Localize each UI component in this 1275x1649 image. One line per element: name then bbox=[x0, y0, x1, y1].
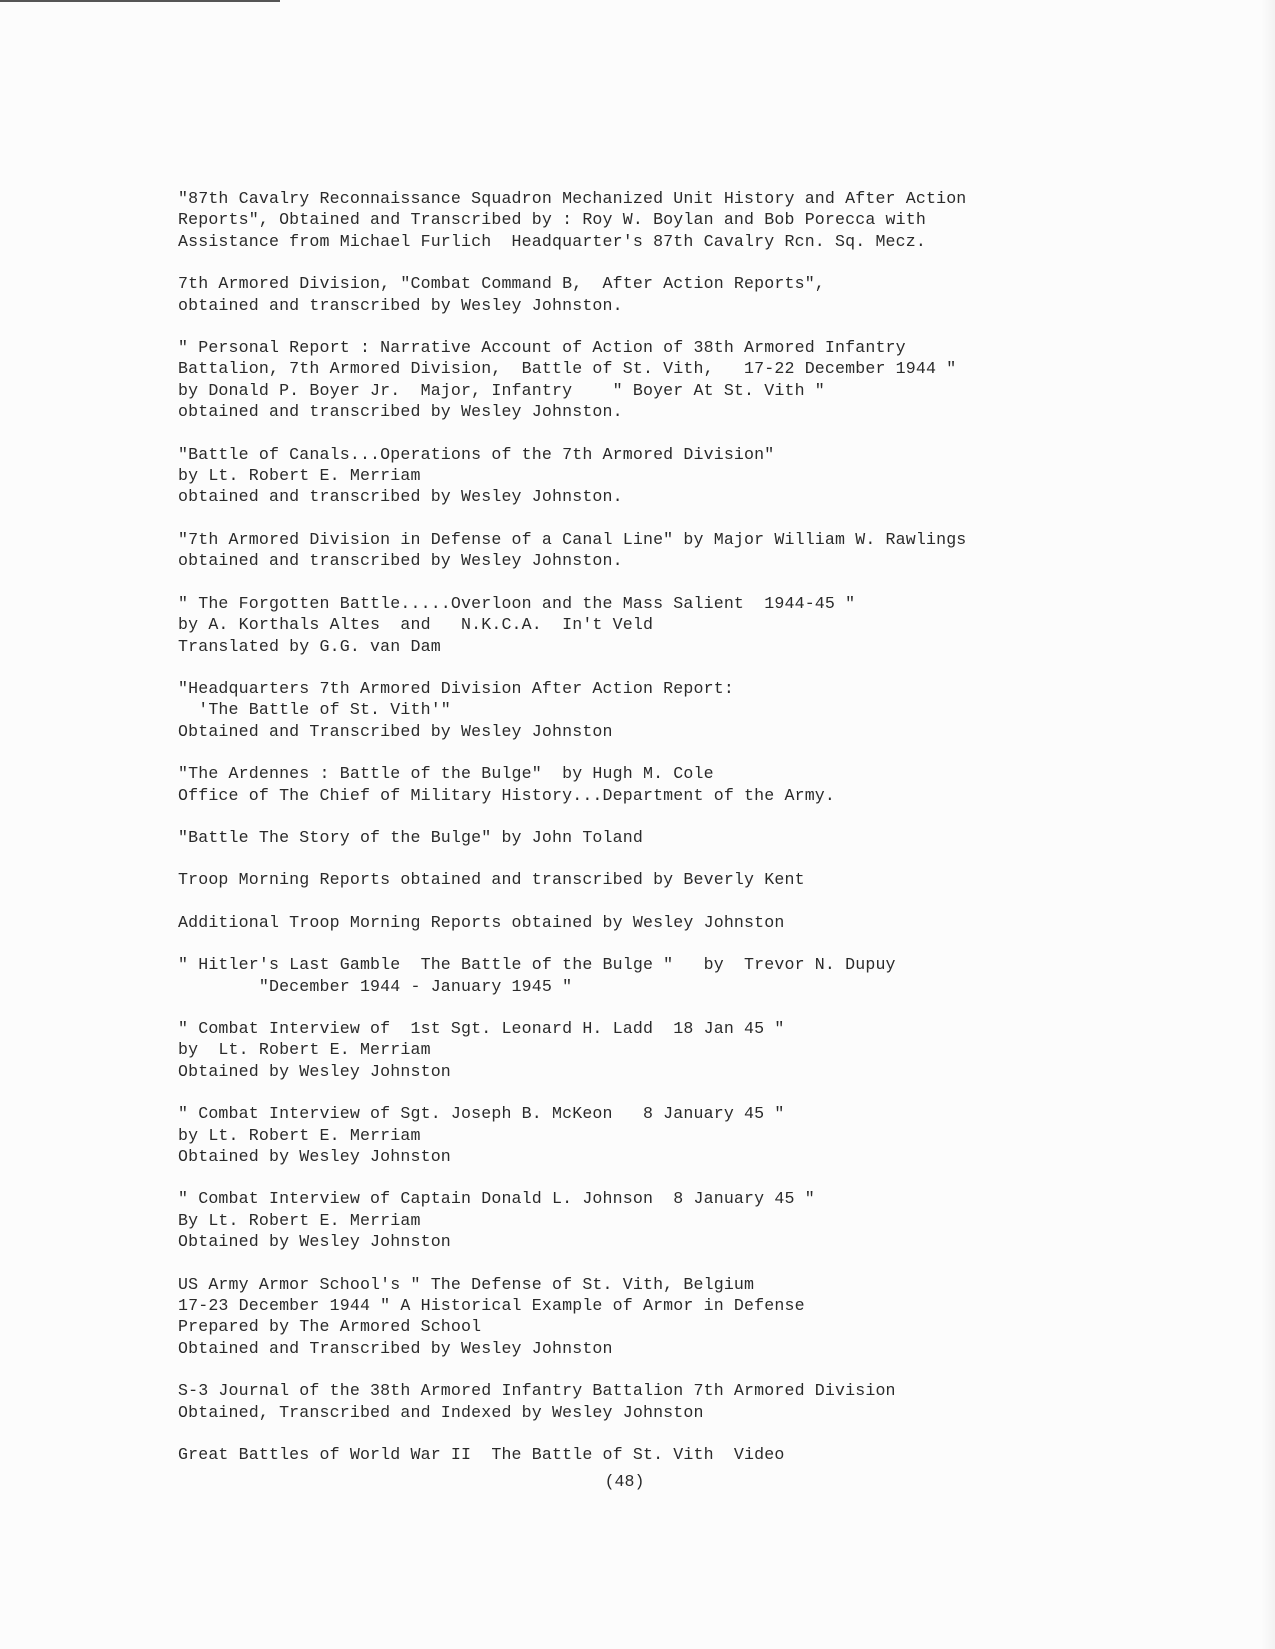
scan-right-edge bbox=[1261, 0, 1275, 1649]
reference-entry bbox=[178, 1018, 1178, 1082]
reference-line: by A. Korthals Altes and N.K.C.A. In't Veld bbox=[178, 615, 654, 635]
reference-line: " Combat Interview of Captain Donald L. Johnson 8 January 45 " bbox=[178, 1189, 815, 1209]
reference-line: By Lt. Robert E. Merriam bbox=[178, 1210, 421, 1230]
reference-entry bbox=[178, 444, 1178, 508]
reference-line: Prepared by The Armored School bbox=[178, 1317, 482, 1337]
reference-line: Troop Morning Reports obtained and transcribed by Beverly Kent bbox=[178, 870, 805, 890]
reference-entry bbox=[178, 1274, 1178, 1360]
reference-line: by Lt. Robert E. Merriam bbox=[178, 1125, 421, 1145]
reference-line: obtained and transcribed by Wesley Johnston. bbox=[178, 551, 623, 571]
reference-entry bbox=[178, 1103, 1178, 1167]
reference-line: "Battle of Canals...Operations of the 7th Armored Division" bbox=[178, 444, 775, 464]
reference-line: Obtained by Wesley Johnston bbox=[178, 1061, 451, 1081]
reference-line: obtained and transcribed by Wesley Johnston. bbox=[178, 402, 623, 422]
reference-line: "The Ardennes : Battle of the Bulge" by Hugh M. Cole bbox=[178, 764, 714, 784]
reference-entry bbox=[178, 1188, 1178, 1252]
reference-line: " Combat Interview of Sgt. Joseph B. McKeon 8 January 45 " bbox=[178, 1104, 785, 1124]
reference-line: obtained and transcribed by Wesley Johnston. bbox=[178, 487, 623, 507]
reference-line: Translated by G.G. van Dam bbox=[178, 636, 441, 656]
reference-entry bbox=[178, 912, 1178, 933]
page-number: (48) bbox=[604, 1472, 645, 1491]
reference-entry bbox=[178, 954, 1178, 997]
reference-entry bbox=[178, 337, 1178, 423]
reference-line: " Combat Interview of 1st Sgt. Leonard H. Ladd 18 Jan 45 " bbox=[178, 1018, 785, 1038]
reference-line: "Headquarters 7th Armored Division After Action Report: bbox=[178, 678, 734, 698]
scan-top-edge bbox=[0, 0, 280, 2]
reference-line: Obtained by Wesley Johnston bbox=[178, 1232, 451, 1252]
reference-entry bbox=[178, 273, 1178, 316]
reference-line: 7th Armored Division, "Combat Command B, After Action Reports", bbox=[178, 274, 825, 294]
reference-list bbox=[178, 188, 1178, 1486]
reference-entry bbox=[178, 1380, 1178, 1423]
reference-line: by Donald P. Boyer Jr. Major, Infantry " Boyer At St. Vith " bbox=[178, 380, 825, 400]
reference-line: obtained and transcribed by Wesley Johnston. bbox=[178, 295, 623, 315]
reference-line: Reports", Obtained and Transcribed by : Roy W. Boylan and Bob Porecca with bbox=[178, 210, 926, 230]
reference-line: "Battle The Story of the Bulge" by John Toland bbox=[178, 827, 643, 847]
reference-entry bbox=[178, 678, 1178, 742]
reference-line: US Army Armor School's " The Defense of St. Vith, Belgium bbox=[178, 1274, 755, 1294]
reference-line: " Personal Report : Narrative Account of Action of 38th Armored Infantry bbox=[178, 338, 906, 358]
reference-entry bbox=[178, 1444, 1178, 1465]
reference-line: Office of The Chief of Military History...Department of the Army. bbox=[178, 785, 836, 805]
reference-line: "December 1944 - January 1945 " bbox=[178, 976, 573, 996]
reference-line: by Lt. Robert E. Merriam bbox=[178, 466, 421, 486]
reference-line: Obtained, Transcribed and Indexed by Wesley Johnston bbox=[178, 1402, 704, 1422]
reference-line: Additional Troop Morning Reports obtained by Wesley Johnston bbox=[178, 912, 785, 932]
reference-line: "87th Cavalry Reconnaissance Squadron Mechanized Unit History and After Action bbox=[178, 189, 967, 208]
reference-entry bbox=[178, 529, 1178, 572]
reference-line: "7th Armored Division in Defense of a Canal Line" by Major William W. Rawlings bbox=[178, 529, 967, 549]
reference-line: Battalion, 7th Armored Division, Battle of St. Vith, 17-22 December 1944 " bbox=[178, 359, 957, 379]
reference-line: " Hitler's Last Gamble The Battle of the Bulge " by Trevor N. Dupuy bbox=[178, 955, 896, 975]
reference-line: " The Forgotten Battle.....Overloon and the Mass Salient 1944-45 " bbox=[178, 593, 856, 613]
reference-line: Great Battles of World War II The Battle of St. Vith Video bbox=[178, 1445, 785, 1465]
reference-entry bbox=[178, 188, 1178, 252]
reference-line: by Lt. Robert E. Merriam bbox=[178, 1040, 431, 1060]
reference-line: Obtained and Transcribed by Wesley Johnston bbox=[178, 721, 613, 741]
reference-line: 'The Battle of St. Vith'" bbox=[178, 700, 451, 720]
reference-entry bbox=[178, 827, 1178, 848]
reference-line: Obtained by Wesley Johnston bbox=[178, 1147, 451, 1166]
reference-line: Obtained and Transcribed by Wesley Johnston bbox=[178, 1338, 613, 1358]
reference-line: 17-23 December 1944 " A Historical Example of Armor in Defense bbox=[178, 1296, 805, 1316]
reference-entry bbox=[178, 763, 1178, 806]
reference-line: S-3 Journal of the 38th Armored Infantry Battalion 7th Armored Division bbox=[178, 1381, 896, 1401]
reference-line: Assistance from Michael Furlich Headquarter's 87th Cavalry Rcn. Sq. Mecz. bbox=[178, 231, 926, 251]
reference-entry bbox=[178, 593, 1178, 657]
reference-entry bbox=[178, 869, 1178, 890]
